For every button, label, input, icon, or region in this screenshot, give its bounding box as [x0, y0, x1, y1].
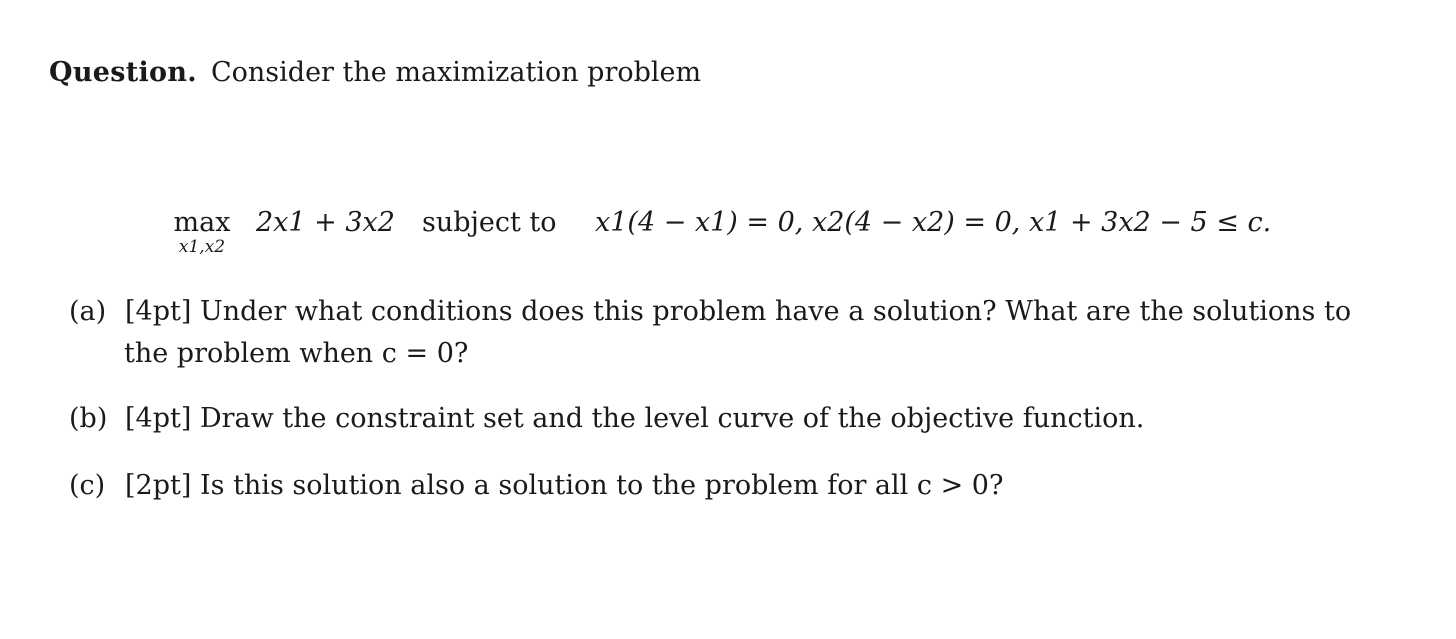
- max-subscript: x1,x2: [178, 237, 226, 257]
- part-a-label: (a): [69, 296, 107, 327]
- part-c: [69, 465, 1003, 507]
- part-b-text: [4pt] Draw the constraint set and the level curve of the objective function.: [125, 403, 1145, 434]
- constraints-text: x1(4 − x1) = 0, x2(4 − x2) = 0, x1 + 3x2 − 5 ≤ c.: [595, 207, 1272, 238]
- question-intro: Consider the maximization problem: [211, 57, 702, 88]
- part-c-label: (c): [69, 470, 106, 501]
- part-c-text: [2pt] Is this solution also a solution to the problem for all c > 0?: [125, 470, 1004, 501]
- max-operator: [172, 206, 232, 256]
- subject-to-text: subject to: [422, 207, 557, 238]
- max-word: max: [173, 207, 231, 238]
- part-a-text-line1: [4pt] Under what conditions does this problem have a solution? What are the solutions to: [125, 296, 1352, 327]
- part-b: [69, 398, 1144, 440]
- question-label: Question.: [49, 57, 197, 88]
- part-a: [69, 291, 1369, 375]
- objective-function: 2x1 + 3x2: [256, 207, 395, 238]
- part-a-text-line2: the problem when c = 0?: [124, 338, 469, 369]
- part-b-label: (b): [69, 403, 108, 434]
- question-heading: [49, 56, 701, 90]
